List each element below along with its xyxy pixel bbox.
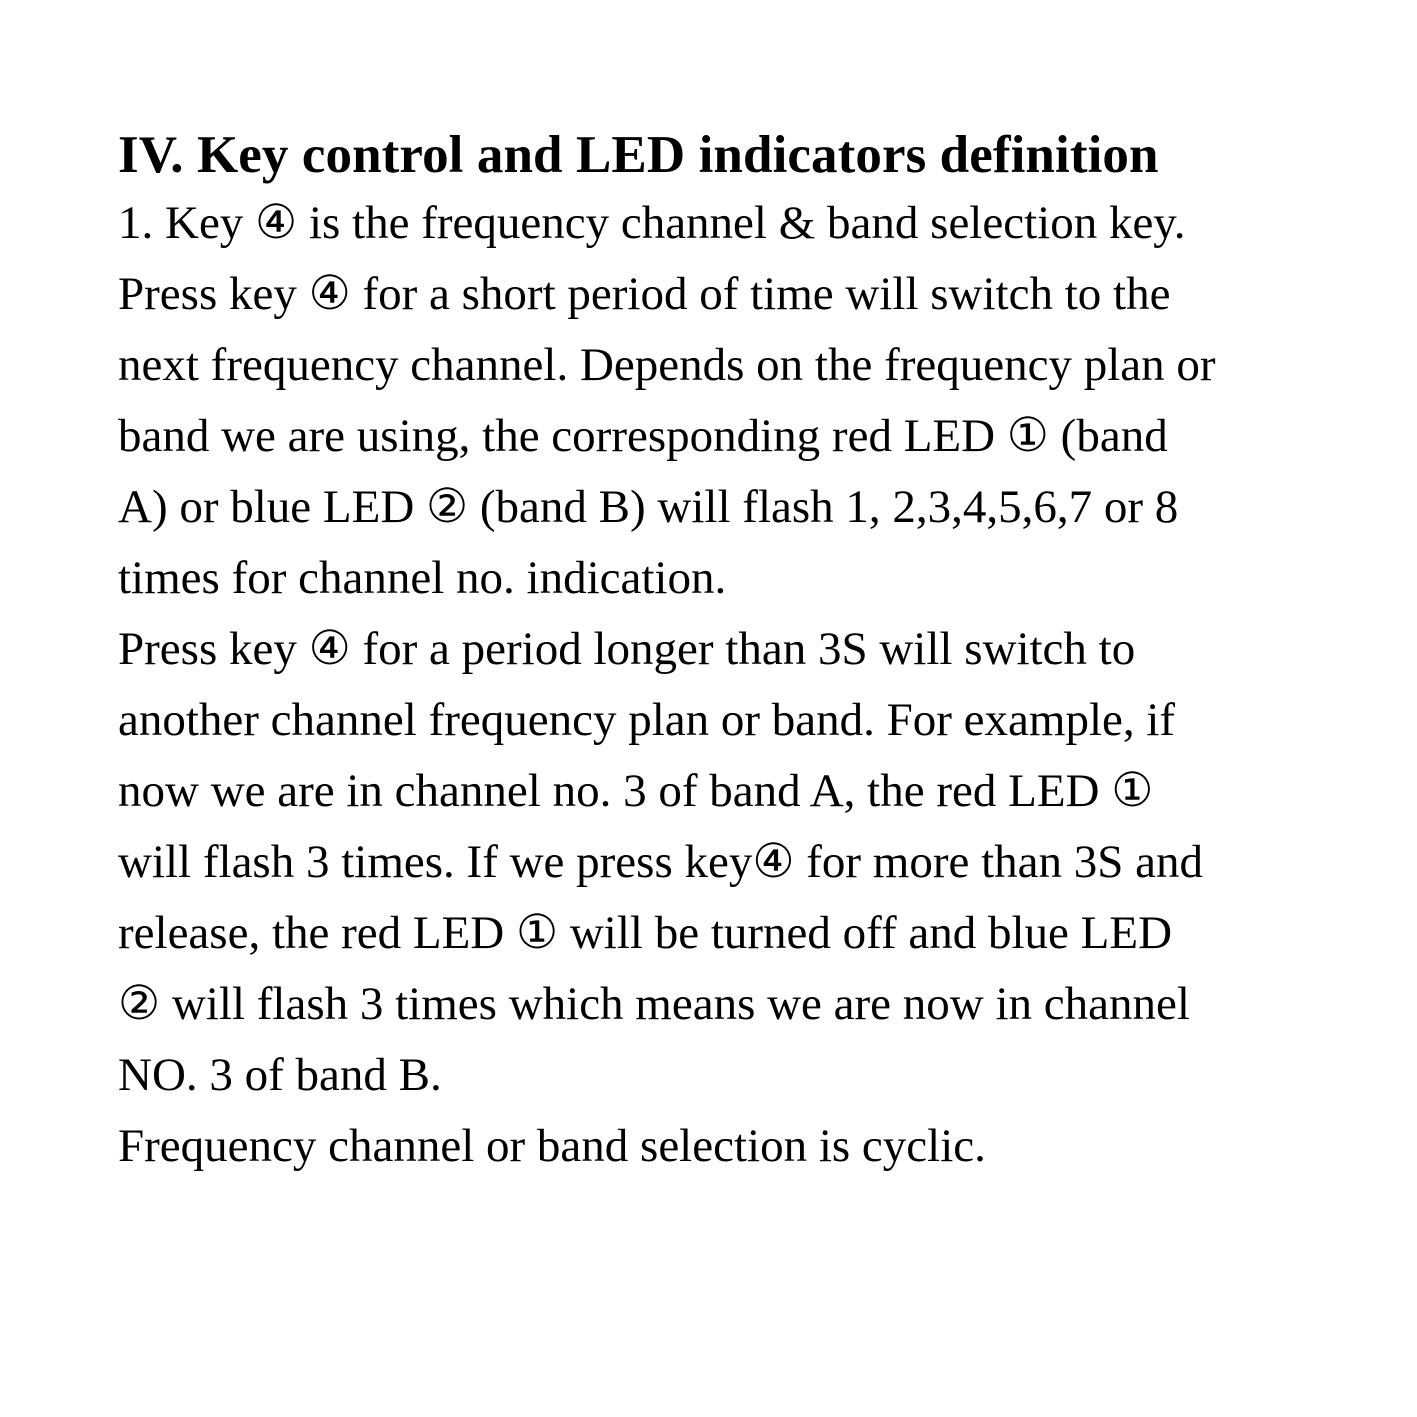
text-line-11: release, the red LED ① will be turned off and blue LED: [118, 907, 1173, 959]
text-line-13: NO. 3 of band B.: [118, 1049, 442, 1101]
text-line-7: Press key ④ for a period longer than 3S will switch to: [118, 623, 1136, 675]
text-line-2: Press key ④ for a short period of time will switch to the: [118, 268, 1171, 320]
section-title: IV. Key control and LED indicators definition: [118, 126, 1159, 184]
text-line-4: band we are using, the corresponding red LED ① (band: [118, 410, 1168, 462]
text-line-12: ② will flash 3 times which means we are now in channel: [118, 978, 1190, 1030]
document-page: [118, 122, 1318, 1182]
text-line-5: A) or blue LED ② (band B) will flash 1, 2,3,4,5,6,7 or 8: [118, 481, 1179, 533]
text-line-10: will flash 3 times. If we press key④ for more than 3S and: [118, 836, 1204, 888]
text-line-1: 1. Key ④ is the frequency channel & band selection key.: [118, 197, 1186, 249]
body-text: [118, 188, 1318, 1182]
text-line-9: now we are in channel no. 3 of band A, the red LED ①: [118, 765, 1154, 817]
text-line-6: times for channel no. indication.: [118, 552, 727, 604]
text-line-3: next frequency channel. Depends on the frequency plan or: [118, 339, 1216, 391]
text-line-8: another channel frequency plan or band. For example, if: [118, 694, 1176, 746]
text-line-14: Frequency channel or band selection is cyclic.: [118, 1120, 986, 1172]
